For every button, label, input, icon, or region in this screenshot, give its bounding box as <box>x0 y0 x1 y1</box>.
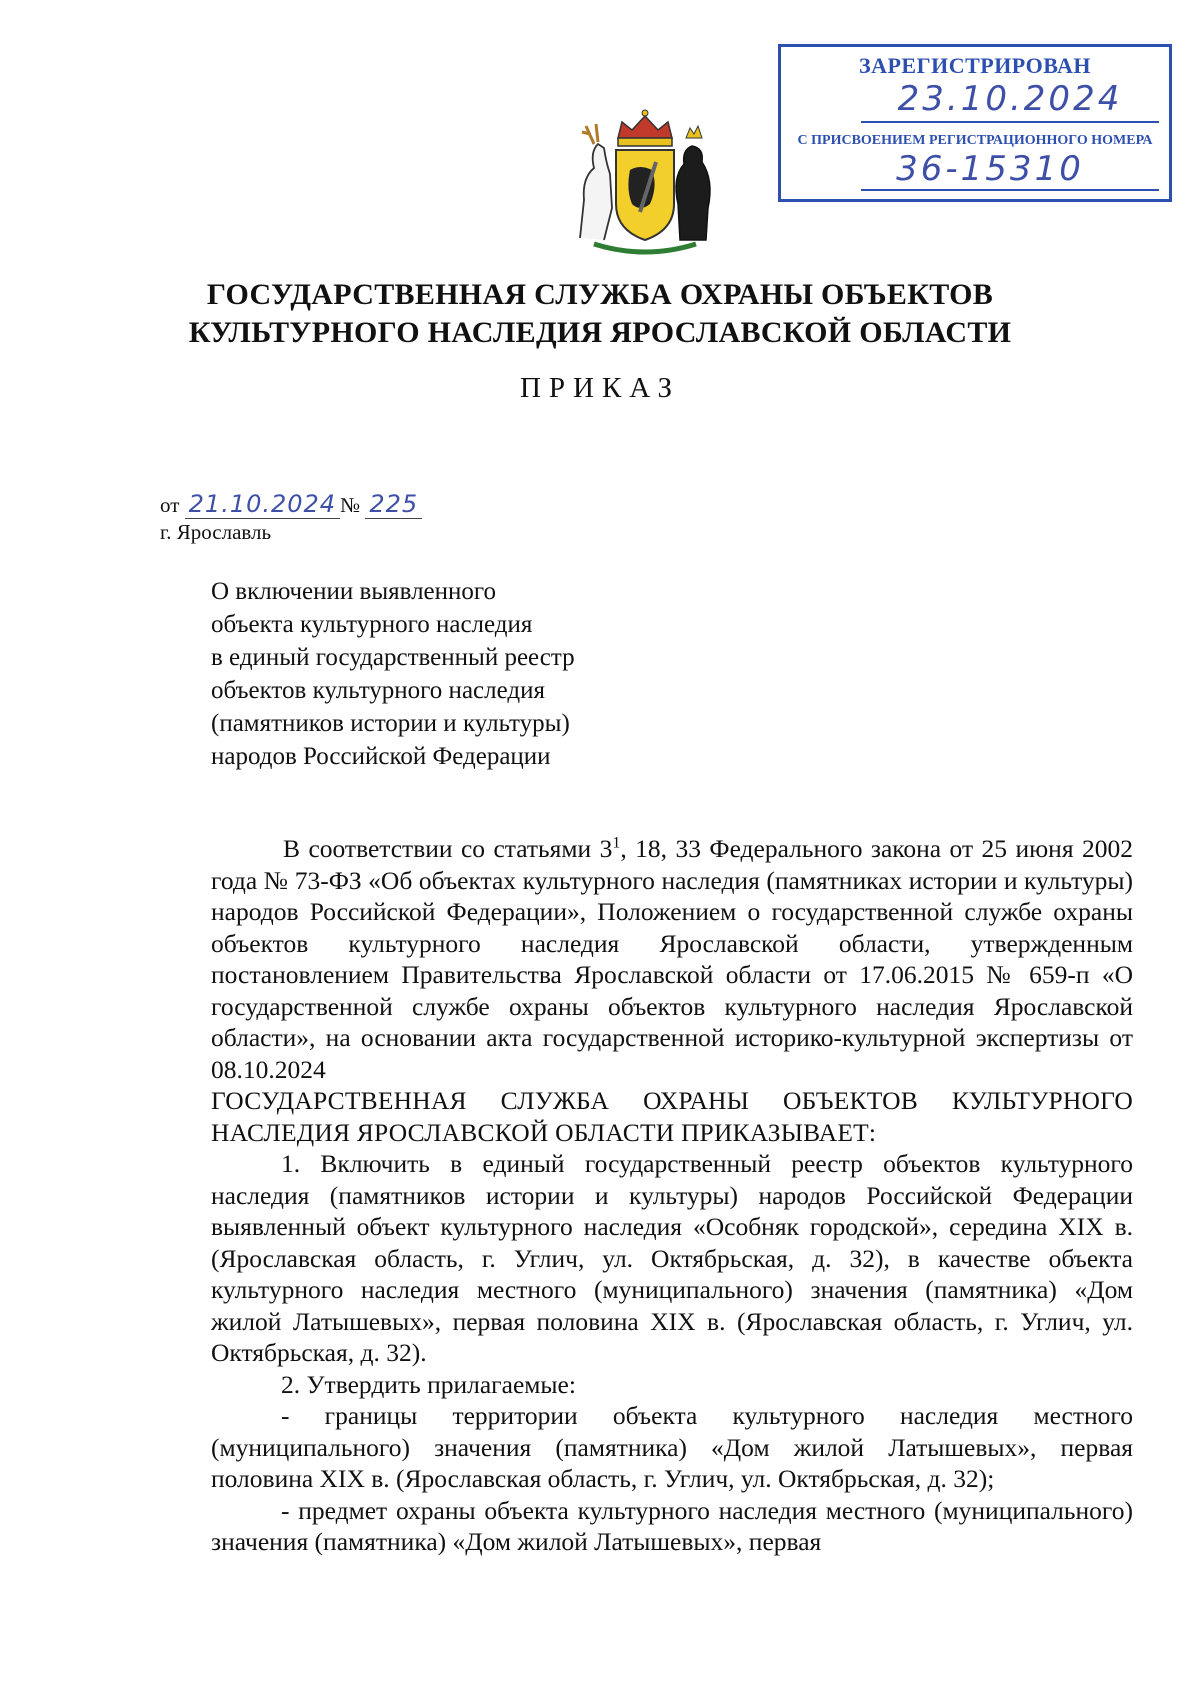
handwritten-date: 21.10.2024 <box>185 490 340 519</box>
stamp-number-line <box>861 189 1159 191</box>
coat-of-arms-icon <box>560 108 730 258</box>
stamp-title: ЗАРЕГИСТРИРОВАН <box>858 53 1092 78</box>
deer-supporter-icon <box>580 124 612 240</box>
item-2-paragraph: 2. Утвердить прилагаемые: <box>281 1369 576 1399</box>
item-2-boundaries: - границы территории объекта культурного наследия местного (муниципального) значения (памятника) «Дом жилой Латышевых», первая половина XIX в. (Ярославская область, г. Углич, ул. Октябрьская, д. 32); <box>211 1401 1133 1493</box>
subject-line: объектов культурного наследия <box>211 677 545 704</box>
number-prefix: № <box>340 493 361 517</box>
subject-line: О включении выявленного <box>211 578 497 605</box>
bear-supporter-icon <box>676 126 710 240</box>
subject-line: объекта культурного наследия <box>211 611 533 638</box>
organization-title-line-1: ГОСУДАРСТВЕННАЯ СЛУЖБА ОХРАНЫ ОБЪЕКТОВ <box>206 278 994 311</box>
preamble-start: В соответствии со статьями 3 <box>283 834 613 863</box>
order-subject <box>211 575 575 773</box>
order-clause: ГОСУДАРСТВЕННАЯ СЛУЖБА ОХРАНЫ ОБЪЕКТОВ КУЛЬТУРНОГО НАСЛЕДИЯ ЯРОСЛАВСКОЙ ОБЛАСТИ ПРИКАЗЫВАЕТ: <box>211 1086 1133 1147</box>
organization-title <box>0 276 1200 352</box>
subject-line: в единый государственный реестр <box>211 644 575 671</box>
preamble-paragraph <box>211 833 1133 1085</box>
order-date-number <box>160 490 422 519</box>
item-1-paragraph: 1. Включить в единый государственный реестр объектов культурного наследия (памятников истории и культуры) народов Российской Федерации выявленный объект культурного наследия «Особняк городской», середина XIX в. (Ярославская область, г. Углич, ул. Октябрьская, д. 32), в качестве объекта культурного наследия местного (муниципального) значения (памятника) «Дом жилой Латышевых», первая половина XIX в. (Ярославская область, г. Углич, ул. Октябрьская, д. 32). <box>211 1149 1133 1367</box>
crown-icon <box>618 110 672 146</box>
organization-title-line-2: КУЛЬТУРНОГО НАСЛЕДИЯ ЯРОСЛАВСКОЙ ОБЛАСТИ <box>188 316 1012 349</box>
shield-icon <box>616 150 674 240</box>
subject-line: народов Российской Федерации <box>211 743 551 770</box>
order-body <box>211 833 1133 1558</box>
subject-line: (памятников истории и культуры) <box>211 710 570 737</box>
registration-stamp <box>778 44 1172 202</box>
date-prefix: от <box>160 493 180 517</box>
stamp-subtitle: С ПРИСВОЕНИЕМ РЕГИСТРАЦИОННОГО НОМЕРА <box>797 133 1153 148</box>
article-superscript: 1 <box>612 834 621 852</box>
stamp-date-line <box>861 121 1159 123</box>
preamble-rest: , 18, 33 Федерального закона от 25 июня 2002 года № 73-ФЗ «Об объектах культурного наследия (памятниках истории и культуры) народов Российской Федерации», Положением о государственной службе охраны объектов культурного наследия Ярославской области, утвержденным постановлением Правительства Ярославской области от 17.06.2015 № 659-п «О государственной службе охраны объектов культурного наследия Ярославской области», на основании акта государственной историко-культурной экспертизы от 08.10.2024 <box>211 834 1133 1084</box>
item-2-protection-subject: - предмет охраны объекта культурного наследия местного (муниципального) значения (памятника) «Дом жилой Латышевых», первая <box>211 1495 1133 1556</box>
stamp-handwritten-date: 23.10.2024 <box>897 79 1123 119</box>
handwritten-number: 225 <box>365 490 422 519</box>
document-type: ПРИКАЗ <box>519 372 681 404</box>
city: г. Ярославль <box>160 520 272 544</box>
stamp-handwritten-number: 36-15310 <box>896 149 1084 189</box>
